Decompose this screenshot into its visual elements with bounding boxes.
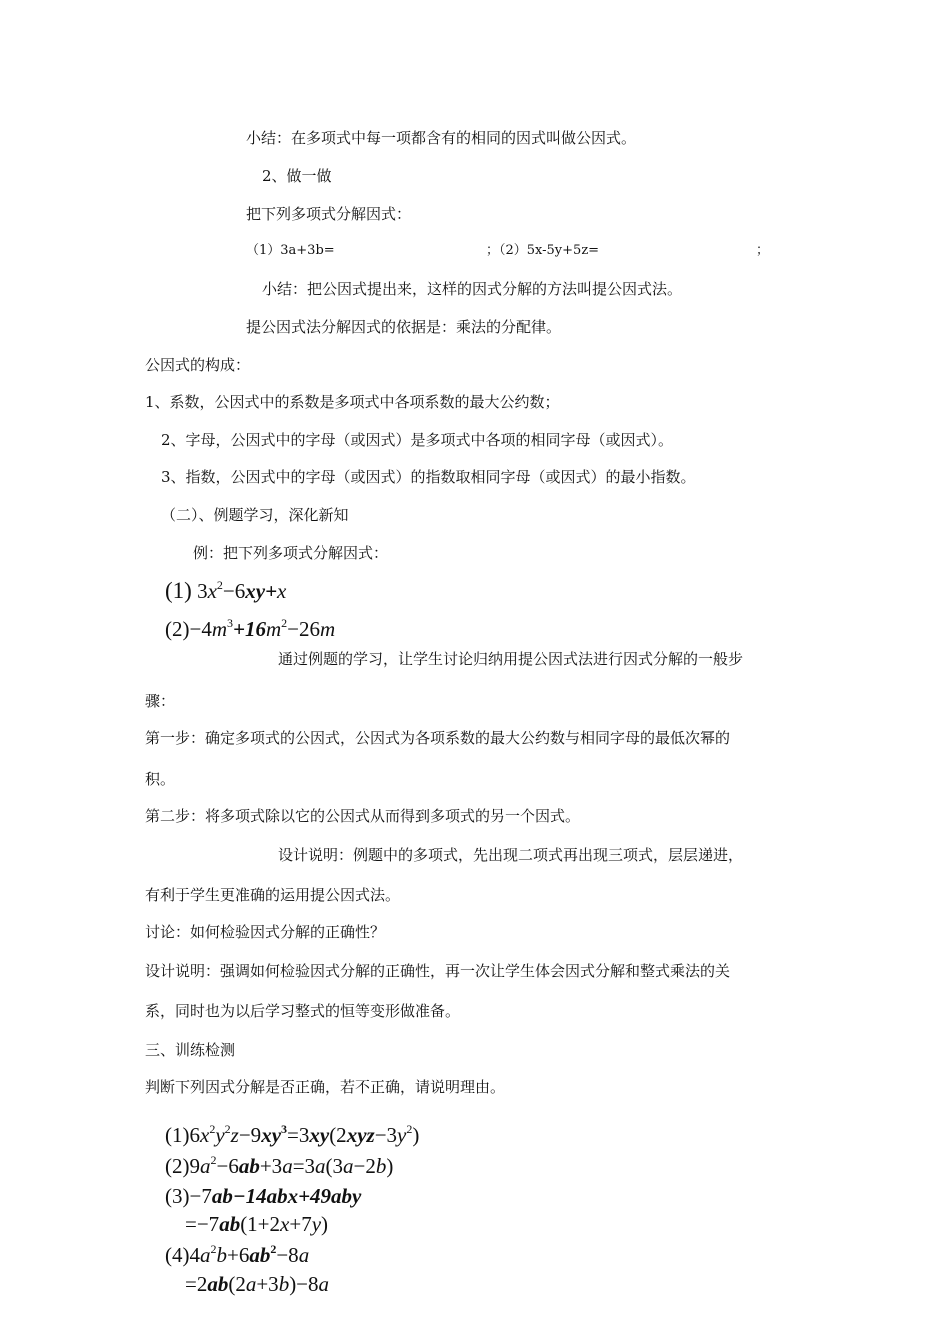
example-formula-1: (1) $3x^2-6xy+x$	[165, 578, 287, 603]
design-note-1-cont: 有利于学生更准确的运用提公因式法。	[145, 886, 401, 904]
step-one: 第一步：确定多项式的公因式，公因式为各项系数的最大公约数与相同字母的最低次幂的	[145, 729, 731, 747]
basis-statement: 提公因式法分解因式的依据是：乘法的分配律。	[246, 318, 562, 336]
training-formula-4b: =2ab(2a+3b)−8a	[185, 1272, 330, 1296]
step-two: 第二步：将多项式除以它的公因式从而得到多项式的另一个因式。	[145, 807, 581, 825]
discussion-steps: 通过例题的学习，让学生讨论归纳用提公因式法进行因式分解的一般步	[278, 650, 744, 668]
training-instruction: 判断下列因式分解是否正确，若不正确，请说明理由。	[145, 1078, 506, 1096]
section-training: 三、训练检测	[145, 1041, 236, 1059]
training-formula-3a: (3)−7ab−14abx+49aby	[165, 1184, 362, 1208]
example-instruction: 例：把下列多项式分解因式：	[193, 544, 389, 562]
exercise-2: ；（2）5x-5y+5z=	[486, 243, 600, 258]
design-note-2: 设计说明：强调如何检验因式分解的正确性，再一次让学生体会因式分解和整式乘法的关	[145, 962, 731, 980]
training-formula-4a: $(4)4a^2b+6ab^2-8a$	[165, 1242, 310, 1267]
discussion-question: 讨论：如何检验因式分解的正确性？	[145, 923, 386, 941]
summary-method: 小结：把公因式提出来，这样的因式分解的方法叫提公因式法。	[262, 280, 683, 298]
design-note-2-cont: 系，同时也为以后学习整式的恒等变形做准备。	[145, 1002, 461, 1020]
composition-heading: 公因式的构成：	[145, 356, 251, 374]
discussion-steps-cont: 骤：	[145, 692, 176, 710]
summary-common-factor: 小结：在多项式中每一项都含有的相同的因式叫做公因式。	[246, 129, 637, 147]
example-formula-2: $(2)-4m^3+16m^2-26m$	[165, 616, 336, 641]
section-do-it: 2、做一做	[262, 167, 332, 185]
step-one-cont: 积。	[145, 770, 176, 788]
composition-exponent: 3、指数，公因式中的字母（或因式）的指数取相同字母（或因式）的最小指数。	[161, 468, 696, 486]
composition-coefficient: 1、系数，公因式中的系数是多项式中各项系数的最大公约数；	[145, 393, 560, 411]
design-note-1: 设计说明：例题中的多项式，先出现二项式再出现三项式，层层递进，	[278, 846, 744, 864]
exercise-1: （1）3a+3b=	[246, 243, 335, 258]
instruction-factorize: 把下列多项式分解因式：	[246, 205, 412, 223]
composition-letter: 2、字母，公因式中的字母（或因式）是多项式中各项的相同字母（或因式）。	[161, 431, 674, 449]
training-formula-3b: =−7ab(1+2x+7y)	[185, 1212, 329, 1236]
training-formula-2: $(2)9a^2-6ab+3a=3a(3a-2b)$	[165, 1153, 394, 1178]
exercise-end: ；	[756, 243, 770, 258]
training-formula-1: $(1)6x^2y^2z-9xy^3=3xy(2xyz-3y^2)$	[165, 1122, 420, 1147]
section-examples: （二）、例题学习，深化新知	[161, 506, 349, 524]
